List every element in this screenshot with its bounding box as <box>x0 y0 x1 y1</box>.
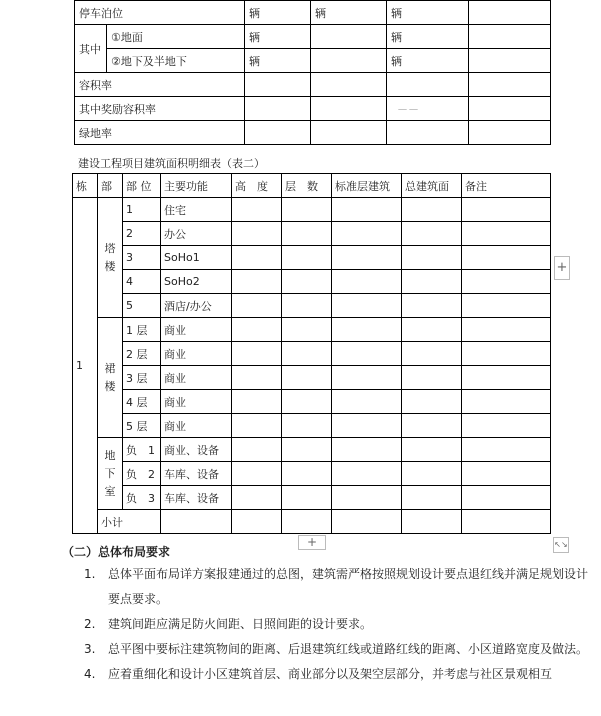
subtotal-row <box>73 510 551 534</box>
building-number: 1 <box>73 198 98 534</box>
function-cell: 商业 <box>161 342 232 366</box>
item-number: 2. <box>84 617 96 631</box>
function-cell: SoHo1 <box>161 246 232 270</box>
row-label: ①地面 <box>107 25 245 49</box>
position-cell: 1 层 <box>123 318 161 342</box>
col-header: 层 数 <box>282 174 332 198</box>
col-header: 部 <box>98 174 123 198</box>
position-cell: 2 <box>123 222 161 246</box>
position-cell: 3 <box>123 246 161 270</box>
position-cell: 2 层 <box>123 342 161 366</box>
table-row <box>73 438 551 462</box>
subtotal-label: 小计 <box>98 510 161 534</box>
item-text: 总平图中要标注建筑物间的距离、后退建筑红线或道路红线的距离、小区道路宽度及做法。 <box>108 642 589 656</box>
cell <box>245 73 311 97</box>
cell: 辆 <box>387 25 469 49</box>
cell <box>311 25 387 49</box>
cell: 辆 <box>245 49 311 73</box>
area-detail-table <box>72 173 551 534</box>
cell <box>311 121 387 145</box>
cell: 辆 <box>387 1 469 25</box>
cell <box>311 49 387 73</box>
table-row <box>75 25 551 49</box>
position-cell: 负 3 <box>123 486 161 510</box>
function-cell: 商业 <box>161 366 232 390</box>
position-cell: 负 2 <box>123 462 161 486</box>
table-row <box>73 414 551 438</box>
row-label: 其中奖励容积率 <box>75 97 245 121</box>
col-header: 高 度 <box>232 174 282 198</box>
col-header: 标准层建筑 <box>332 174 402 198</box>
cell: 辆 <box>311 1 387 25</box>
row-label: 停车泊位 <box>75 1 245 25</box>
table-row <box>73 342 551 366</box>
function-cell: 酒店/办公 <box>161 294 232 318</box>
function-cell: 车库、设备 <box>161 486 232 510</box>
table-resize-handle[interactable] <box>553 537 569 553</box>
col-header: 主要功能 <box>161 174 232 198</box>
table-row <box>73 390 551 414</box>
table-row <box>73 270 551 294</box>
position-cell: 4 层 <box>123 390 161 414</box>
cell: 辆 <box>245 1 311 25</box>
function-cell: 商业 <box>161 390 232 414</box>
list-item <box>84 612 594 637</box>
parking-far-table <box>74 0 551 145</box>
col-header: 栋 <box>73 174 98 198</box>
table-row <box>75 49 551 73</box>
table-row <box>73 366 551 390</box>
function-cell: 商业 <box>161 318 232 342</box>
table-row <box>75 73 551 97</box>
add-row-button[interactable]: + <box>298 535 326 550</box>
table-row <box>73 222 551 246</box>
function-cell: 办公 <box>161 222 232 246</box>
function-cell: 商业、设备 <box>161 438 232 462</box>
list-item <box>84 562 594 612</box>
item-text: 建筑间距应满足防火间距、日照间距的设计要求。 <box>108 617 373 631</box>
cell <box>469 1 551 25</box>
cell <box>387 121 469 145</box>
cell <box>311 97 387 121</box>
function-cell: SoHo2 <box>161 270 232 294</box>
position-cell: 5 <box>123 294 161 318</box>
cell <box>469 49 551 73</box>
cell: 辆 <box>245 25 311 49</box>
section-title: （二）总体布局要求 <box>62 545 171 559</box>
cell <box>469 73 551 97</box>
cell <box>469 121 551 145</box>
cell <box>387 73 469 97</box>
row-label: 绿地率 <box>75 121 245 145</box>
cell: 辆 <box>387 49 469 73</box>
table-row <box>73 486 551 510</box>
cell <box>245 121 311 145</box>
item-text: 应着重细化和设计小区建筑首层、商业部分以及架空层部分，并考虑与社区景观相互 <box>108 667 553 681</box>
col-header: 总建筑面 <box>402 174 462 198</box>
position-cell: 负 1 <box>123 438 161 462</box>
table-caption: 建设工程项目建筑面积明细表（表二） <box>78 157 265 170</box>
table-row <box>73 294 551 318</box>
table-row <box>75 121 551 145</box>
table-row <box>73 198 551 222</box>
function-cell: 住宅 <box>161 198 232 222</box>
item-number: 1. <box>84 567 96 581</box>
position-cell: 3 层 <box>123 366 161 390</box>
list-item <box>84 637 594 662</box>
cell <box>469 25 551 49</box>
cell: －－ <box>387 97 469 121</box>
table-row <box>73 246 551 270</box>
row-label: ②地下及半地下 <box>107 49 245 73</box>
group-label: 其中 <box>75 25 107 73</box>
table-row <box>73 462 551 486</box>
table-row <box>73 318 551 342</box>
add-column-button[interactable]: + <box>554 256 570 280</box>
row-label: 容积率 <box>75 73 245 97</box>
position-cell: 4 <box>123 270 161 294</box>
item-number: 4. <box>84 667 96 681</box>
item-number: 3. <box>84 642 96 656</box>
cell <box>311 73 387 97</box>
requirements-list <box>84 562 594 687</box>
table-row <box>75 97 551 121</box>
item-text: 总体平面布局详方案报建通过的总图，建筑需严格按照规划设计要点退红线并满足规划设计要点要求。 <box>108 567 589 606</box>
col-header: 部 位 <box>123 174 161 198</box>
cell <box>245 97 311 121</box>
section-label: 裙楼 <box>98 318 123 438</box>
table-row <box>75 1 551 25</box>
section-label: 地下室 <box>98 438 123 510</box>
col-header: 备注 <box>462 174 551 198</box>
position-cell: 5 层 <box>123 414 161 438</box>
cell <box>469 97 551 121</box>
header-row <box>73 174 551 198</box>
position-cell: 1 <box>123 198 161 222</box>
section-label: 塔楼 <box>98 198 123 318</box>
function-cell: 车库、设备 <box>161 462 232 486</box>
function-cell: 商业 <box>161 414 232 438</box>
resize-icon: ↖↘ <box>554 540 568 549</box>
list-item <box>84 662 594 687</box>
